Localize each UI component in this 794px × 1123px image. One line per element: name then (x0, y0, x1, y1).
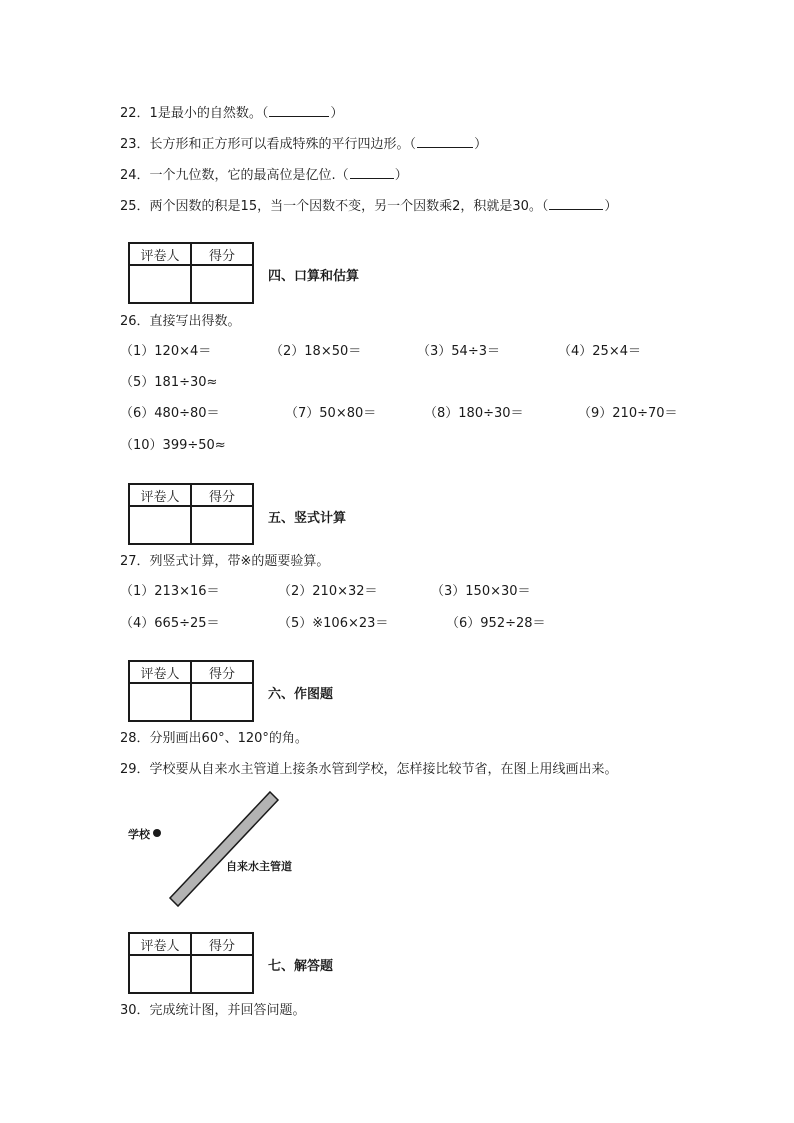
question-number: 24． (120, 168, 150, 183)
score-header: 得分 (191, 484, 253, 506)
q26-item: （6）480÷80＝ (120, 406, 220, 421)
section-title-6: 六、作图题 (268, 687, 334, 702)
question-22: 22．1是最小的自然数。（ ） (120, 106, 344, 121)
school-label: 学校 (128, 828, 150, 841)
question-25: 25．两个因数的积是15，当一个因数不变，另一个因数乘2，积就是30。（ ） (120, 199, 618, 214)
q26-item: （3）54÷3＝ (417, 344, 500, 359)
score-header: 得分 (191, 661, 253, 683)
q27-item: （6）952÷28＝ (446, 616, 546, 631)
reviewer-cell[interactable] (129, 506, 191, 544)
reviewer-cell[interactable] (129, 955, 191, 993)
score-cell[interactable] (191, 506, 253, 544)
section-title-5: 五、竖式计算 (268, 511, 347, 526)
main-pipe (170, 792, 278, 906)
question-text: 两个因数的积是15，当一个因数不变，另一个因数乘2，积就是30。（ (149, 199, 549, 214)
answer-blank[interactable] (549, 197, 603, 210)
q26-item: （5）181÷30≈ (120, 375, 218, 390)
q26-item: （1）120×4＝ (120, 344, 212, 359)
question-26-title: 26．直接写出得数。 (120, 314, 241, 329)
score-table (128, 242, 254, 304)
question-number: 22． (120, 106, 150, 121)
question-text: 长方形和正方形可以看成特殊的平行四边形。（ (149, 137, 417, 152)
pipe-label: 自来水主管道 (226, 860, 292, 873)
score-cell[interactable] (191, 683, 253, 721)
reviewer-cell[interactable] (129, 683, 191, 721)
question-23: 23．长方形和正方形可以看成特殊的平行四边形。（ ） (120, 137, 488, 152)
question-text: 1是最小的自然数。（ (149, 106, 269, 121)
question-number: 23． (120, 137, 150, 152)
q27-item: （4）665÷25＝ (120, 616, 220, 631)
score-table (128, 483, 254, 545)
score-header: 得分 (191, 933, 253, 955)
answer-blank[interactable] (269, 104, 329, 117)
q27-item: （2）210×32＝ (278, 584, 378, 599)
question-28: 28．分别画出60°、120°的角。 (120, 731, 308, 746)
q26-item: （4）25×4＝ (558, 344, 641, 359)
school-dot (153, 829, 161, 837)
q26-item: （7）50×80＝ (285, 406, 377, 421)
reviewer-cell[interactable] (129, 265, 191, 303)
answer-blank[interactable] (417, 135, 473, 148)
q26-item: （9）210÷70＝ (578, 406, 678, 421)
q27-item: （3）150×30＝ (431, 584, 531, 599)
q27-item: （1）213×16＝ (120, 584, 220, 599)
question-text: 一个九位数，它的最高位是亿位.（ (149, 168, 349, 183)
score-cell[interactable] (191, 265, 253, 303)
score-table (128, 660, 254, 722)
question-24: 24．一个九位数，它的最高位是亿位.（ ） (120, 168, 408, 183)
question-30: 30．完成统计图，并回答问题。 (120, 1003, 306, 1018)
reviewer-header: 评卷人 (129, 243, 191, 265)
reviewer-header: 评卷人 (129, 484, 191, 506)
score-table (128, 932, 254, 994)
score-cell[interactable] (191, 955, 253, 993)
q26-item: （10）399÷50≈ (120, 438, 226, 453)
section-title-7: 七、解答题 (268, 959, 334, 974)
question-27-title: 27．列竖式计算，带※的题要验算。 (120, 554, 330, 569)
reviewer-header: 评卷人 (129, 661, 191, 683)
answer-blank[interactable] (350, 166, 394, 179)
q26-item: （8）180÷30＝ (424, 406, 524, 421)
question-number: 25． (120, 199, 150, 214)
pipe-figure (0, 785, 794, 915)
question-29: 29．学校要从自来水主管道上接条水管到学校，怎样接比较节省，在图上用线画出来。 (120, 762, 618, 777)
score-header: 得分 (191, 243, 253, 265)
q26-item: （2）18×50＝ (270, 344, 362, 359)
reviewer-header: 评卷人 (129, 933, 191, 955)
section-title-4: 四、口算和估算 (268, 269, 360, 284)
q27-item: （5）※106×23＝ (278, 616, 389, 631)
